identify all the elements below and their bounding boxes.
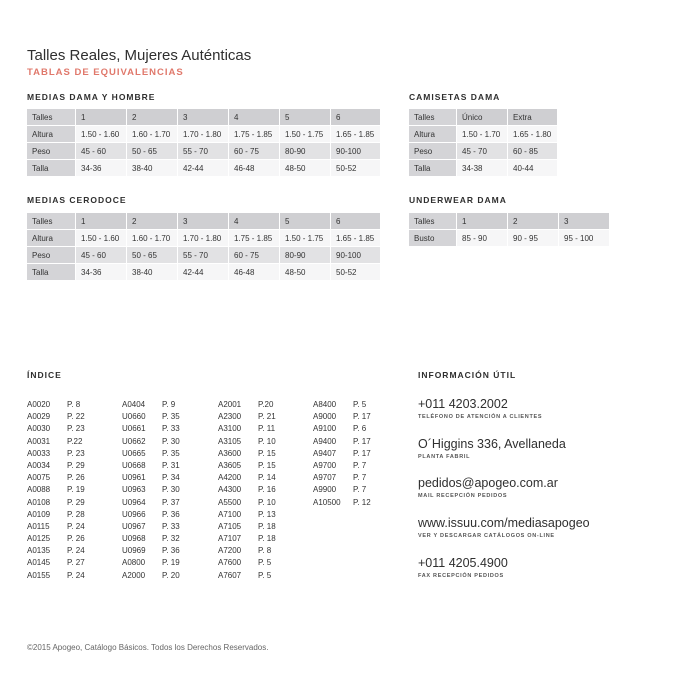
section-title-medias-dama-hombre: MEDIAS DAMA Y HOMBRE xyxy=(27,92,156,102)
index-entry xyxy=(27,485,85,497)
index-entry xyxy=(218,400,276,412)
index-entry xyxy=(218,498,276,510)
table-cell: 80-90 xyxy=(280,143,331,160)
index-page: P. 22 xyxy=(67,412,85,422)
table-cell: 4 xyxy=(229,213,280,230)
index-code: A4300 xyxy=(218,485,242,495)
index-code: A9100 xyxy=(313,424,337,434)
index-page: P. 26 xyxy=(67,473,85,483)
table-cell: 38-40 xyxy=(127,264,178,281)
table-cell: 45 - 60 xyxy=(76,143,127,160)
table-cell: 1.65 - 1.80 xyxy=(508,126,558,143)
table-cell: 42-44 xyxy=(178,264,229,281)
table-medias-cerodoce xyxy=(27,213,381,281)
section-title-underwear-dama: UNDERWEAR DAMA xyxy=(409,195,507,205)
index-code: U0966 xyxy=(122,509,146,519)
row-label-cell: Talles xyxy=(27,109,76,126)
index-entry xyxy=(218,546,276,558)
row-label-cell: Peso xyxy=(409,143,457,160)
index-page: P. 8 xyxy=(67,400,81,409)
index-entry xyxy=(313,485,371,497)
index-code: A3105 xyxy=(218,436,242,446)
row-label-cell: Talles xyxy=(409,213,457,230)
table-cell: 40-44 xyxy=(508,160,558,177)
index-entry xyxy=(218,449,276,461)
table-cell: 3 xyxy=(178,213,229,230)
table-cell: 6 xyxy=(331,109,381,126)
index-page: P.22 xyxy=(67,436,83,446)
table-cell: 34-36 xyxy=(76,160,127,177)
index-page: P. 20 xyxy=(162,570,180,580)
table-cell: 50 - 65 xyxy=(127,247,178,264)
index-page: P. 33 xyxy=(162,424,180,434)
table-row xyxy=(27,126,381,143)
index-page: P. 14 xyxy=(258,473,276,483)
table-underwear-dama xyxy=(409,213,610,247)
table-cell: 1.50 - 1.75 xyxy=(280,230,331,247)
index-code: A9000 xyxy=(313,412,337,422)
index-page: P. 36 xyxy=(162,509,180,519)
table-cell: 60 - 75 xyxy=(229,143,280,160)
table-cell: 1.70 - 1.80 xyxy=(178,230,229,247)
row-label-cell: Talla xyxy=(27,264,76,281)
index-page: P. 28 xyxy=(67,509,85,519)
index-entry xyxy=(122,510,180,522)
index-code: A0034 xyxy=(27,460,51,470)
index-entry xyxy=(122,498,180,510)
index-page: P. 10 xyxy=(258,436,276,446)
index-entry xyxy=(27,534,85,546)
index-page: P. 19 xyxy=(162,558,180,568)
row-label-cell: Peso xyxy=(27,247,76,264)
table-cell: 1.75 - 1.85 xyxy=(229,230,280,247)
index-code: A7105 xyxy=(218,521,242,531)
index-code: U0668 xyxy=(122,460,146,470)
index-entry xyxy=(122,558,180,570)
index-page: P. 5 xyxy=(258,558,272,568)
table-cell: 1.60 - 1.70 xyxy=(127,230,178,247)
index-page: P. 11 xyxy=(258,424,276,434)
index-code: U0661 xyxy=(122,424,146,434)
index-entry xyxy=(27,437,85,449)
phone-label: TELÉFONO DE ATENCIÓN A CLIENTES xyxy=(418,414,543,420)
index-entry xyxy=(218,437,276,449)
index-code: A0135 xyxy=(27,546,51,556)
index-entry xyxy=(218,424,276,436)
index-page: P.20 xyxy=(258,400,274,409)
row-label-cell: Altura xyxy=(409,126,457,143)
index-code: A0088 xyxy=(27,485,51,495)
row-label-cell: Busto xyxy=(409,230,457,247)
index-page: P. 7 xyxy=(353,460,367,470)
index-code: U0967 xyxy=(122,521,146,531)
index-code: A3600 xyxy=(218,448,242,458)
index-page: P. 24 xyxy=(67,546,85,556)
index-code: A0029 xyxy=(27,412,51,422)
index-code: A0404 xyxy=(122,400,146,409)
index-page: P. 6 xyxy=(353,424,367,434)
index-entry xyxy=(122,522,180,534)
page-subtitle: TABLAS DE EQUIVALENCIAS xyxy=(27,67,184,78)
index-code: A9900 xyxy=(313,485,337,495)
index-code: A7100 xyxy=(218,509,242,519)
index-code: A0031 xyxy=(27,436,51,446)
index-page: P. 8 xyxy=(258,546,272,556)
index-column-2 xyxy=(122,400,180,583)
index-code: A9400 xyxy=(313,436,337,446)
index-column-4 xyxy=(313,400,371,510)
index-page: P. 21 xyxy=(258,412,276,422)
table-medias-dama-hombre xyxy=(27,109,381,177)
page-title: Talles Reales, Mujeres Auténticas xyxy=(27,47,252,64)
table-row xyxy=(409,109,558,126)
index-entry xyxy=(27,571,85,583)
website-link[interactable]: www.issuu.com/mediasapogeo xyxy=(418,516,590,530)
index-page: P. 30 xyxy=(162,436,180,446)
row-label-cell: Talla xyxy=(27,160,76,177)
index-code: A7607 xyxy=(218,570,242,580)
index-code: A0800 xyxy=(122,558,146,568)
index-page: P. 19 xyxy=(67,485,85,495)
index-entry xyxy=(218,412,276,424)
index-code: A10500 xyxy=(313,497,341,507)
index-page: P. 26 xyxy=(67,534,85,544)
row-label-cell: Peso xyxy=(27,143,76,160)
index-entry xyxy=(313,461,371,473)
table-cell: 1.75 - 1.85 xyxy=(229,126,280,143)
index-code: U0968 xyxy=(122,534,146,544)
table-row xyxy=(409,143,558,160)
table-cell: 1.60 - 1.70 xyxy=(127,126,178,143)
index-entry xyxy=(27,412,85,424)
index-page: P. 29 xyxy=(67,497,85,507)
table-cell: 60 - 75 xyxy=(229,247,280,264)
address-main: O´Higgins 336, Avellaneda xyxy=(418,437,566,451)
table-row xyxy=(409,160,558,177)
index-entry xyxy=(27,424,85,436)
table-cell: 42-44 xyxy=(178,160,229,177)
table-row xyxy=(27,143,381,160)
index-code: A7600 xyxy=(218,558,242,568)
address-label: PLANTA FABRIL xyxy=(418,454,471,460)
table-cell: 50 - 65 xyxy=(127,143,178,160)
table-row xyxy=(27,264,381,281)
index-page: P. 16 xyxy=(258,485,276,495)
index-code: A0108 xyxy=(27,497,51,507)
table-cell: 34-38 xyxy=(457,160,508,177)
index-page: P. 17 xyxy=(353,436,371,446)
table-cell: 2 xyxy=(508,213,559,230)
index-code: A0115 xyxy=(27,521,50,531)
index-page: P. 31 xyxy=(162,460,180,470)
index-code: A5500 xyxy=(218,497,242,507)
table-cell: 2 xyxy=(127,213,178,230)
index-entry xyxy=(218,534,276,546)
index-entry xyxy=(122,400,180,412)
index-entry xyxy=(27,473,85,485)
index-code: A8400 xyxy=(313,400,337,409)
index-entry xyxy=(313,498,371,510)
index-entry xyxy=(122,424,180,436)
footer-copyright: ©2015 Apogeo, Catálogo Básicos. Todos los Derechos Reservados. xyxy=(27,643,269,652)
index-code: A7107 xyxy=(218,534,242,544)
section-title-medias-cerodoce: MEDIAS CERODOCE xyxy=(27,195,127,205)
table-cell: Único xyxy=(457,109,508,126)
table-cell: 1 xyxy=(76,109,127,126)
index-column-3 xyxy=(218,400,276,583)
row-label-cell: Talla xyxy=(409,160,457,177)
table-cell: 1.70 - 1.80 xyxy=(178,126,229,143)
table-cell: 90-100 xyxy=(331,143,381,160)
table-row xyxy=(27,230,381,247)
index-code: A2300 xyxy=(218,412,242,422)
index-page: P. 24 xyxy=(67,521,85,531)
table-cell: 5 xyxy=(280,213,331,230)
index-entry xyxy=(313,412,371,424)
index-page: P. 37 xyxy=(162,497,180,507)
index-entry xyxy=(313,473,371,485)
table-cell: 48-50 xyxy=(280,264,331,281)
index-page: P. 13 xyxy=(258,509,276,519)
table-cell: 85 - 90 xyxy=(457,230,508,247)
table-row xyxy=(27,109,381,126)
email-label: MAIL RECEPCIÓN PEDIDOS xyxy=(418,493,508,499)
table-cell: 2 xyxy=(127,109,178,126)
table-cell: 1.50 - 1.60 xyxy=(76,126,127,143)
index-entry xyxy=(122,437,180,449)
index-page: P. 5 xyxy=(353,400,367,409)
index-page: P. 7 xyxy=(353,485,367,495)
index-entry xyxy=(27,546,85,558)
index-code: A0109 xyxy=(27,509,51,519)
index-entry xyxy=(218,473,276,485)
index-page: P. 27 xyxy=(67,558,85,568)
index-code: U0963 xyxy=(122,485,146,495)
index-page: P. 23 xyxy=(67,448,85,458)
index-page: P. 18 xyxy=(258,521,276,531)
table-cell: 4 xyxy=(229,109,280,126)
table-cell: 34-36 xyxy=(76,264,127,281)
index-code: A9707 xyxy=(313,473,337,483)
table-cell: 46-48 xyxy=(229,264,280,281)
index-entry xyxy=(27,498,85,510)
table-cell: 1.50 - 1.75 xyxy=(280,126,331,143)
index-page: P. 32 xyxy=(162,534,180,544)
index-code: U0660 xyxy=(122,412,146,422)
table-cell: 55 - 70 xyxy=(178,143,229,160)
index-code: A9700 xyxy=(313,460,337,470)
index-code: A0075 xyxy=(27,473,51,483)
table-cell: 3 xyxy=(559,213,610,230)
index-entry xyxy=(218,571,276,583)
table-cell: 1.50 - 1.60 xyxy=(76,230,127,247)
index-page: P. 15 xyxy=(258,448,276,458)
table-cell: 45 - 70 xyxy=(457,143,508,160)
index-column-1 xyxy=(27,400,85,583)
website-label: VER Y DESCARGAR CATÁLOGOS ON-LINE xyxy=(418,533,555,539)
index-code: A2001 xyxy=(218,400,242,409)
index-page: P. 9 xyxy=(162,400,176,409)
table-cell: 95 - 100 xyxy=(559,230,610,247)
table-cell: 1.65 - 1.85 xyxy=(331,230,381,247)
index-page: P. 15 xyxy=(258,460,276,470)
row-label-cell: Altura xyxy=(27,126,76,143)
index-page: P. 23 xyxy=(67,424,85,434)
row-label-cell: Talles xyxy=(409,109,457,126)
index-code: A0033 xyxy=(27,448,51,458)
index-code: U0961 xyxy=(122,473,146,483)
table-cell: 3 xyxy=(178,109,229,126)
index-entry xyxy=(122,571,180,583)
table-cell: 48-50 xyxy=(280,160,331,177)
index-page: P. 7 xyxy=(353,473,367,483)
index-entry xyxy=(313,400,371,412)
table-cell: 1.65 - 1.85 xyxy=(331,126,381,143)
index-entry xyxy=(27,558,85,570)
table-cell: 55 - 70 xyxy=(178,247,229,264)
index-code: A0155 xyxy=(27,570,51,580)
index-entry xyxy=(122,412,180,424)
table-cell: Extra xyxy=(508,109,558,126)
table-cell: 1.50 - 1.70 xyxy=(457,126,508,143)
index-entry xyxy=(27,400,85,412)
index-entry xyxy=(313,437,371,449)
index-code: A7200 xyxy=(218,546,242,556)
index-code: A0020 xyxy=(27,400,51,409)
index-page: P. 10 xyxy=(258,497,276,507)
index-entry xyxy=(122,546,180,558)
index-entry xyxy=(313,449,371,461)
table-cell: 38-40 xyxy=(127,160,178,177)
index-page: P. 33 xyxy=(162,521,180,531)
table-cell: 90-100 xyxy=(331,247,381,264)
index-code: A0125 xyxy=(27,534,51,544)
index-code: U0662 xyxy=(122,436,146,446)
index-entry xyxy=(27,522,85,534)
index-code: A3605 xyxy=(218,460,242,470)
index-entry xyxy=(218,485,276,497)
table-cell: 1 xyxy=(76,213,127,230)
email-link[interactable]: pedidos@apogeo.com.ar xyxy=(418,476,558,490)
index-code: A0030 xyxy=(27,424,51,434)
table-cell: 90 - 95 xyxy=(508,230,559,247)
index-entry xyxy=(218,522,276,534)
table-camisetas-dama xyxy=(409,109,558,177)
index-entry xyxy=(122,534,180,546)
index-code: A2000 xyxy=(122,570,146,580)
index-entry xyxy=(122,473,180,485)
table-cell: 46-48 xyxy=(229,160,280,177)
index-page: P. 5 xyxy=(258,570,272,580)
section-title-informacion-util: INFORMACIÓN ÚTIL xyxy=(418,370,517,380)
index-page: P. 18 xyxy=(258,534,276,544)
table-cell: 50-52 xyxy=(331,264,381,281)
index-page: P. 35 xyxy=(162,412,180,422)
index-entry xyxy=(122,485,180,497)
index-page: P. 17 xyxy=(353,448,371,458)
phone-main: +011 4203.2002 xyxy=(418,397,508,411)
table-row xyxy=(409,126,558,143)
table-row xyxy=(27,160,381,177)
row-label-cell: Talles xyxy=(27,213,76,230)
index-entry xyxy=(122,449,180,461)
fax-main: +011 4205.4900 xyxy=(418,556,508,570)
index-entry xyxy=(218,510,276,522)
index-page: P. 29 xyxy=(67,460,85,470)
index-page: P. 34 xyxy=(162,473,180,483)
table-row xyxy=(409,230,610,247)
table-row xyxy=(27,213,381,230)
table-row xyxy=(27,247,381,264)
index-page: P. 30 xyxy=(162,485,180,495)
index-code: A3100 xyxy=(218,424,242,434)
table-cell: 80-90 xyxy=(280,247,331,264)
section-title-indice: ÍNDICE xyxy=(27,370,62,380)
index-page: P. 35 xyxy=(162,448,180,458)
fax-label: FAX RECEPCIÓN PEDIDOS xyxy=(418,573,504,579)
index-code: U0964 xyxy=(122,497,146,507)
index-code: A4200 xyxy=(218,473,242,483)
index-entry xyxy=(218,461,276,473)
table-cell: 50-52 xyxy=(331,160,381,177)
table-cell: 60 - 85 xyxy=(508,143,558,160)
table-cell: 5 xyxy=(280,109,331,126)
index-code: A0145 xyxy=(27,558,51,568)
index-entry xyxy=(27,461,85,473)
index-entry xyxy=(218,558,276,570)
index-code: A9407 xyxy=(313,448,337,458)
table-cell: 6 xyxy=(331,213,381,230)
row-label-cell: Altura xyxy=(27,230,76,247)
index-page: P. 36 xyxy=(162,546,180,556)
index-page: P. 17 xyxy=(353,412,371,422)
table-cell: 45 - 60 xyxy=(76,247,127,264)
section-title-camisetas-dama: CAMISETAS DAMA xyxy=(409,92,501,102)
index-page: P. 12 xyxy=(353,497,371,507)
index-entry xyxy=(313,424,371,436)
index-entry xyxy=(27,510,85,522)
index-entry xyxy=(122,461,180,473)
index-page: P. 24 xyxy=(67,570,85,580)
table-cell: 1 xyxy=(457,213,508,230)
index-code: U0969 xyxy=(122,546,146,556)
table-row xyxy=(409,213,610,230)
index-entry xyxy=(27,449,85,461)
index-code: U0665 xyxy=(122,448,146,458)
